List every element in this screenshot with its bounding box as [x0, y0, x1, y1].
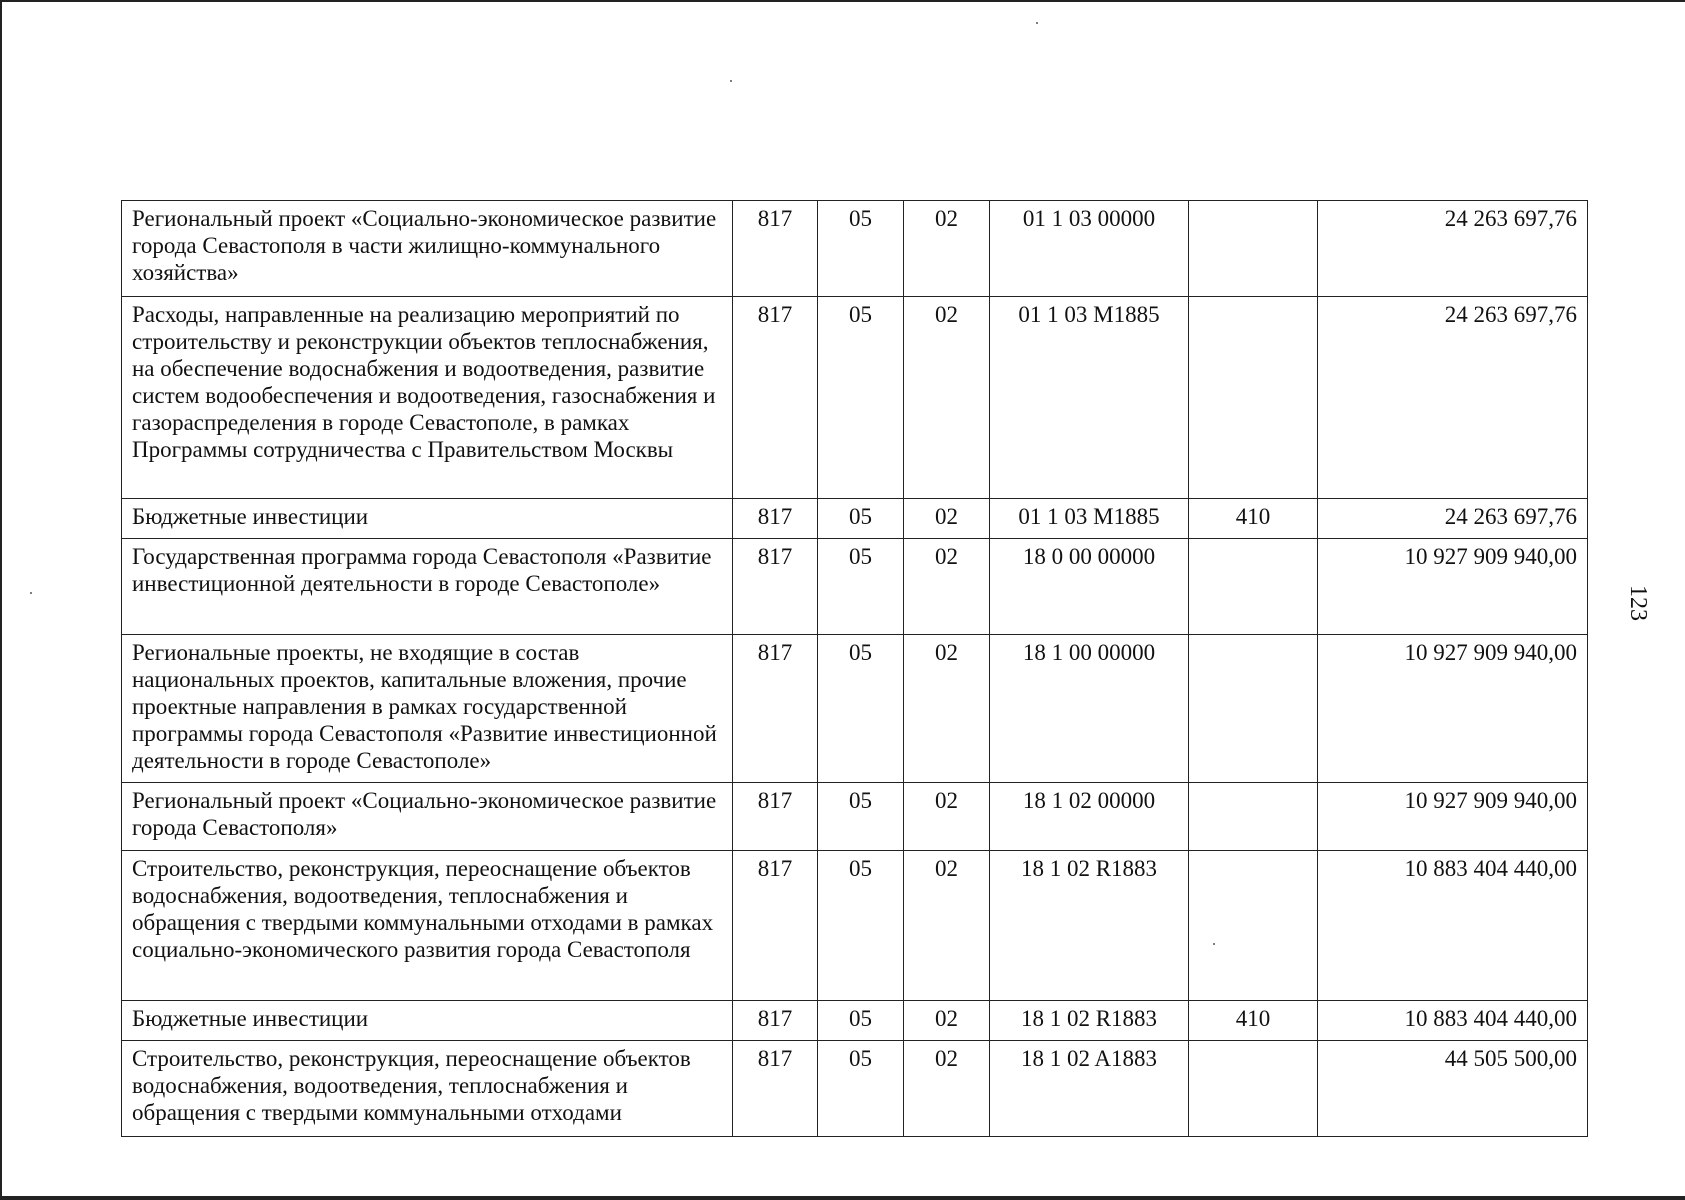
ministry-code: 817 — [733, 201, 818, 297]
target-article-code: 18 1 02 R1883 — [990, 851, 1189, 1001]
table-row — [122, 1001, 1588, 1041]
ministry-code: 817 — [733, 783, 818, 851]
table-row — [122, 635, 1588, 783]
row-description: Государственная программа города Севастополя «Развитие инвестиционной деятельности в городе Севастополе» — [122, 539, 733, 635]
row-description: Расходы, направленные на реализацию мероприятий по строительству и реконструкции объектов теплоснабжения, на обеспечение водоснабжения и водоотведения, развитие систем водообеспечения и водоотведения, газоснабжения и газораспределения в городе Севастополе, в рамках Программы сотрудничества с Правительством Москвы — [122, 297, 733, 499]
ministry-code: 817 — [733, 297, 818, 499]
section-code: 05 — [818, 635, 904, 783]
row-description: Строительство, реконструкция, переоснащение объектов водоснабжения, водоотведения, теплоснабжения и обращения с твердыми коммунальными отходами — [122, 1041, 733, 1137]
ministry-code: 817 — [733, 539, 818, 635]
scan-speck — [730, 80, 732, 82]
amount: 24 263 697,76 — [1318, 297, 1588, 499]
section-code: 05 — [818, 201, 904, 297]
page-border-left — [0, 0, 2, 1200]
target-article-code: 18 1 02 A1883 — [990, 1041, 1189, 1137]
ministry-code: 817 — [733, 1041, 818, 1137]
row-description: Региональный проект «Социально-экономическое развитие города Севастополя» — [122, 783, 733, 851]
amount: 24 263 697,76 — [1318, 499, 1588, 539]
target-article-code: 01 1 03 M1885 — [990, 499, 1189, 539]
table-row — [122, 297, 1588, 499]
target-article-code: 18 0 00 00000 — [990, 539, 1189, 635]
budget-table — [121, 200, 1588, 1137]
row-description: Бюджетные инвестиции — [122, 499, 733, 539]
table-row — [122, 201, 1588, 297]
expense-type-code — [1189, 635, 1318, 783]
amount: 10 927 909 940,00 — [1318, 783, 1588, 851]
subsection-code: 02 — [904, 499, 990, 539]
expense-type-code — [1189, 201, 1318, 297]
subsection-code: 02 — [904, 1001, 990, 1041]
expense-type-code — [1189, 1041, 1318, 1137]
expense-type-code — [1189, 783, 1318, 851]
amount: 10 927 909 940,00 — [1318, 539, 1588, 635]
subsection-code: 02 — [904, 539, 990, 635]
row-description: Региональный проект «Социально-экономическое развитие города Севастополя в части жилищно-коммунального хозяйства» — [122, 201, 733, 297]
target-article-code: 01 1 03 M1885 — [990, 297, 1189, 499]
target-article-code: 01 1 03 00000 — [990, 201, 1189, 297]
scan-speck — [30, 592, 32, 594]
ministry-code: 817 — [733, 1001, 818, 1041]
subsection-code: 02 — [904, 1041, 990, 1137]
row-description: Строительство, реконструкция, переоснащение объектов водоснабжения, водоотведения, теплоснабжения и обращения с твердыми коммунальными отходами в рамках социально-экономического развития города Севастополя — [122, 851, 733, 1001]
amount: 24 263 697,76 — [1318, 201, 1588, 297]
expense-type-code — [1189, 539, 1318, 635]
amount: 10 883 404 440,00 — [1318, 851, 1588, 1001]
section-code: 05 — [818, 539, 904, 635]
amount: 10 883 404 440,00 — [1318, 1001, 1588, 1041]
ministry-code: 817 — [733, 635, 818, 783]
subsection-code: 02 — [904, 201, 990, 297]
section-code: 05 — [818, 297, 904, 499]
target-article-code: 18 1 02 00000 — [990, 783, 1189, 851]
subsection-code: 02 — [904, 297, 990, 499]
section-code: 05 — [818, 1041, 904, 1137]
section-code: 05 — [818, 851, 904, 1001]
table-row — [122, 783, 1588, 851]
amount: 10 927 909 940,00 — [1318, 635, 1588, 783]
page-number: 123 — [1625, 585, 1651, 621]
expense-type-code: 410 — [1189, 499, 1318, 539]
table-row — [122, 499, 1588, 539]
table-row — [122, 539, 1588, 635]
row-description: Региональные проекты, не входящие в состав национальных проектов, капитальные вложения, прочие проектные направления в рамках государственной программы города Севастополя «Развитие инвестиционной деятельности в городе Севастополе» — [122, 635, 733, 783]
target-article-code: 18 1 00 00000 — [990, 635, 1189, 783]
table-row — [122, 1041, 1588, 1137]
page-border-bottom — [0, 1196, 1685, 1200]
amount: 44 505 500,00 — [1318, 1041, 1588, 1137]
subsection-code: 02 — [904, 783, 990, 851]
section-code: 05 — [818, 499, 904, 539]
expense-type-code — [1189, 851, 1318, 1001]
scan-speck — [1036, 22, 1038, 24]
page-border-top — [0, 0, 1685, 2]
ministry-code: 817 — [733, 851, 818, 1001]
table-row — [122, 851, 1588, 1001]
subsection-code: 02 — [904, 851, 990, 1001]
ministry-code: 817 — [733, 499, 818, 539]
section-code: 05 — [818, 783, 904, 851]
target-article-code: 18 1 02 R1883 — [990, 1001, 1189, 1041]
expense-type-code — [1189, 297, 1318, 499]
row-description: Бюджетные инвестиции — [122, 1001, 733, 1041]
expense-type-code: 410 — [1189, 1001, 1318, 1041]
section-code: 05 — [818, 1001, 904, 1041]
subsection-code: 02 — [904, 635, 990, 783]
